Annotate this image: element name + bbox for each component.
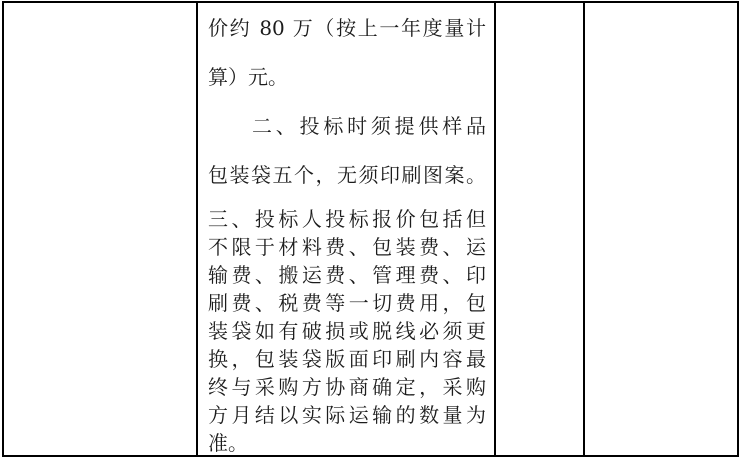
table-cell-empty-left [4,3,196,455]
text-line: 不限于材料费、包装费、运 [208,235,486,259]
text-line: 终与采购方协商确定，采购 [208,375,486,399]
text-line: 价约 80 万（按上一年度量计 [208,16,486,40]
document-table [2,1,739,457]
text-line: 输费、搬运费、管理费、印 [208,263,486,287]
table-cell-empty-right [585,3,737,455]
table-cell-requirements-text [196,3,496,455]
text-line: 换，包装袋版面印刷内容最 [208,347,486,371]
text-line: 三、投标人投标报价包括但 [208,207,486,231]
text-line: 装袋如有破损或脱线必须更 [208,319,486,343]
text-line: 刷费、税费等一切费用，包 [208,291,486,315]
text-line: 算）元。 [208,65,288,89]
table-cell-empty-middle [496,3,585,455]
text-line: 准。 [208,431,248,455]
text-line: 包装袋五个，无须印刷图案。 [208,163,486,187]
text-line: 方月结以实际运输的数量为 [208,403,486,427]
text-line: 二、投标时须提供样品 [252,114,486,138]
